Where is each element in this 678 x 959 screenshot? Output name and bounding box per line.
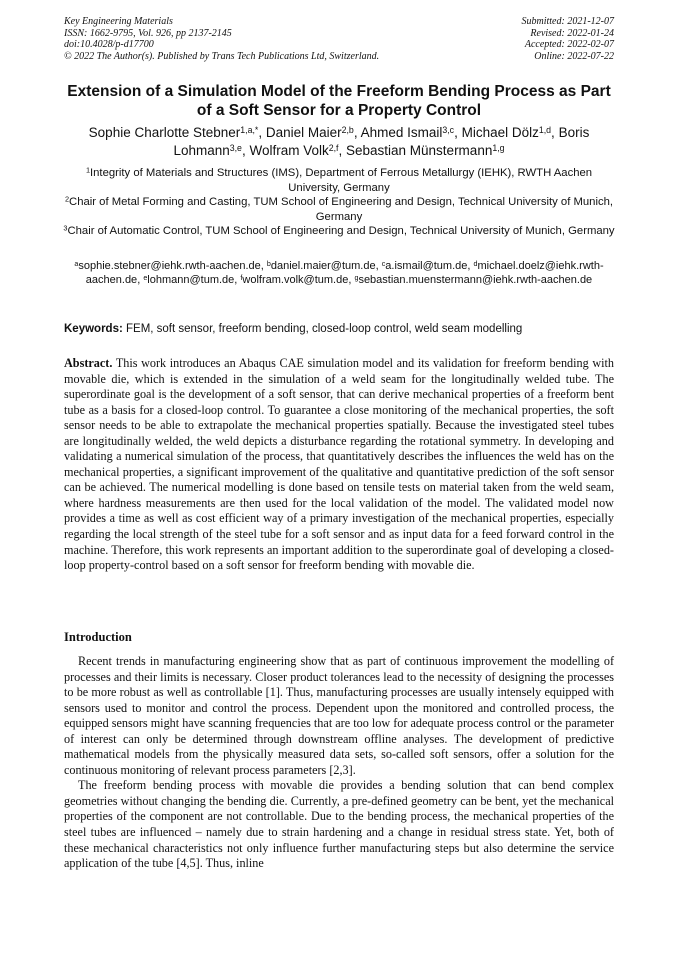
email-address: a.ismail@tum.de: [385, 260, 468, 272]
email-address: wolfram.volk@tum.de: [242, 273, 349, 286]
doi-line: doi:10.4028/p-d17700: [64, 39, 154, 51]
affiliation: [60, 195, 618, 224]
author-name: Boris Lohmann: [173, 125, 590, 158]
author-list: [60, 124, 618, 160]
author-separator: ,: [241, 143, 250, 158]
email-separator: ,: [348, 273, 352, 286]
email-marker: f: [240, 273, 243, 282]
author-affiliation-marker: 2,b: [341, 125, 354, 136]
keywords: [64, 322, 614, 336]
email-separator: ,: [375, 260, 382, 272]
affiliation-text: Integrity of Materials and Structures (IMS), Department of Ferrous Metallurgy (IEHK), RWTH Aachen University, Germany: [90, 167, 593, 194]
author-affiliation-marker: 1,d: [538, 125, 552, 136]
author-affiliation-marker: 3,e: [229, 143, 242, 154]
email-marker: b: [266, 259, 271, 268]
author-separator: ,: [353, 125, 361, 140]
issn-line: ISSN: 1662-9795, Vol. 926, pp 2137-2145: [64, 27, 232, 39]
email-address: daniel.maier@tum.de: [270, 260, 376, 272]
introduction-body: [64, 654, 614, 872]
submitted-date: Submitted: 2021-12-07: [521, 16, 614, 27]
email-list: [60, 260, 618, 287]
section-heading-introduction: Introduction: [64, 630, 132, 644]
author-affiliation-marker: 3,c: [442, 125, 455, 136]
author-separator: ,: [338, 143, 346, 158]
email-marker: c: [381, 259, 386, 268]
email-address: sebastian.muenstermann@iehk.rwth-aachen.de: [358, 273, 593, 286]
email-marker: a: [74, 259, 79, 268]
affiliation: [60, 224, 618, 239]
email-marker: d: [473, 259, 478, 268]
affiliation: [60, 166, 618, 195]
accepted-date: Accepted: 2022-02-07: [524, 39, 614, 51]
revised-date: Revised: 2022-01-24: [530, 27, 614, 39]
affiliation-number: 2: [64, 194, 70, 204]
author-name: Michael Dölz: [461, 125, 539, 140]
author-name: Ahmed Ismail: [360, 125, 443, 140]
keywords-label: Keywords:: [64, 323, 123, 335]
email-address: michael.doelz@iehk.rwth-aachen.de: [85, 260, 604, 286]
author-affiliation-marker: 1,g: [492, 143, 505, 154]
affiliation-number: 1: [85, 165, 91, 175]
paper-title: Extension of a Simulation Model of the Freeform Bending Process as Part of a Soft Sensor for a Property Control: [67, 83, 611, 119]
journal-name: Key Engineering Materials: [64, 16, 173, 27]
author-separator: ,: [551, 125, 559, 140]
author-affiliation-marker: 2,f: [328, 143, 339, 154]
email-marker: g: [354, 273, 359, 282]
email-separator: ,: [260, 260, 267, 272]
abstract: [64, 356, 614, 574]
dates-header: [394, 16, 614, 62]
affiliation-text: Chair of Metal Forming and Casting, TUM School of Engineering and Design, Technical University of Munich, Germany: [69, 196, 614, 223]
intro-paragraph: The freeform bending process with movable die provides a bending solution that can bend complex geometries without changing the bending die. Currently, a pre-defined geometry can be bent, yet the mechanical properties of the component are not controllable. Due to the bending process, the mechanical properties of the steel tubes are influenced – namely due to strain hardening and a change in residual stress state. Yet, both of these mechanical characteristics not only influence further manufacturing steps but also determine the service application of the tube [4,5]. Thus, inline: [64, 778, 614, 871]
email-marker: e: [143, 273, 148, 282]
affiliation-text: Chair of Automatic Control, TUM School of Engineering and Design, Technical University of Munich, Germany: [67, 225, 615, 238]
affiliation-list: [60, 166, 618, 239]
author-name: Sophie Charlotte Stebner: [88, 125, 241, 140]
email-address: sophie.stebner@iehk.rwth-aachen.de: [78, 260, 261, 272]
journal-header: [64, 16, 444, 62]
email-separator: ,: [137, 273, 144, 286]
copyright-line: © 2022 The Author(s). Published by Trans Tech Publications Ltd, Switzerland.: [64, 50, 380, 62]
author-affiliation-marker: 1,a,*: [240, 125, 259, 136]
author-separator: ,: [454, 125, 462, 140]
email-separator: ,: [234, 273, 241, 286]
abstract-label: Abstract.: [64, 356, 113, 370]
email-address: lohmann@tum.de: [147, 273, 235, 286]
online-date: Online: 2022-07-22: [534, 50, 614, 62]
author-name: Wolfram Volk: [249, 143, 329, 158]
author-name: Sebastian Münstermann: [346, 143, 493, 158]
author-separator: ,: [258, 125, 266, 140]
email-separator: ,: [467, 260, 471, 272]
intro-paragraph: Recent trends in manufacturing engineering show that as part of continuous improvement the modelling of processes and their limits is necessary. Closer product tolerances lead to the necessity of designing the processes to be more robust as well as controllable [1]. Thus, manufacturing processes are usually intensely equipped with sensors used to monitor and control the process. Dependent upon the monitored and controlled process, the equipped sensors might have scanning frequencies that are too low for adequate process control or the parameter of interest can only be determined through downstream offline analyses. The development of predictive mathematical models from the physically measured data sets, so-called soft sensors, offer a solution for the continuous monitoring of relevant process parameters [2,3].: [64, 654, 614, 777]
keywords-text: FEM, soft sensor, freeform bending, closed-loop control, weld seam modelling: [126, 323, 523, 335]
author-name: Daniel Maier: [265, 125, 342, 140]
abstract-text: This work introduces an Abaqus CAE simulation model and its validation for freeform bending with movable die, which is extended in the simulation of a weld seam for the longitudinally welded tube. The superordinate goal is the development of a soft sensor, that can derive mechanical properties of a freeform bent tube as a basis for a closed-loop control. To guarantee a close monitoring of the mechanical properties, the soft sensor needs to be able to extrapolate the mechanical properties spatially. Because the investigated steel tubes are longitudinally welded, the weld depicts a disturbance regarding the rotational symmetry. In developing and validating a numerical simulation of the process, that quantitatively describes the influences the weld has on the mechanical properties, a significant improvement of the qualitative and quantitative prediction of the soft sensor can be achieved. The numerical modelling is done based on tensile tests on material taken from the weld seam, where hardness measurements are then used for the local validation of the model. The validated model now provides a time as well as cost efficient way of a primary investigation of the mechanical properties, especially regarding the local strength of the steel tube for a soft sensor and as input data for a feed forward control in the machine. Therefore, this work represents an important addition to the superordinate goal of developing a closed-loop property-control based on a soft sensor for freeform bending with movable die.: [64, 356, 614, 573]
affiliation-number: 3: [63, 224, 68, 234]
